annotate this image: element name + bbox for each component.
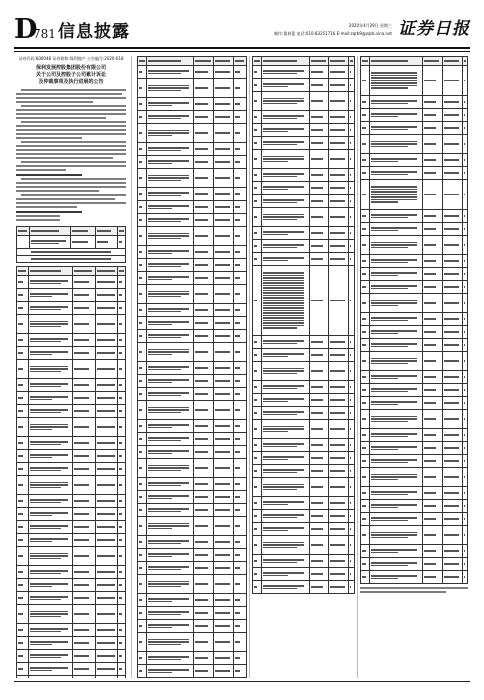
table-row	[138, 285, 247, 304]
section-title: 信息披露	[58, 22, 130, 42]
table-row	[361, 571, 468, 584]
table-row	[138, 246, 247, 259]
table-row	[17, 534, 126, 547]
table-row	[138, 633, 247, 652]
table-row	[253, 336, 355, 349]
body-text-line	[16, 215, 60, 217]
table-row	[138, 549, 247, 562]
table-row	[361, 236, 468, 255]
table-row	[253, 536, 355, 555]
body-text-line	[360, 591, 446, 593]
table-row	[17, 624, 126, 637]
masthead-rule	[14, 47, 470, 49]
table-row	[253, 79, 355, 92]
table-row	[253, 150, 355, 169]
table-row	[138, 420, 247, 433]
table-row	[138, 375, 247, 388]
table-row	[138, 652, 247, 665]
table-row	[17, 676, 126, 679]
table-row	[253, 478, 355, 497]
body-text-line	[16, 165, 126, 167]
column-divider	[131, 56, 132, 678]
body-text-line	[16, 206, 77, 208]
table-row	[138, 459, 247, 478]
column-1	[16, 56, 126, 678]
table-row	[138, 536, 247, 549]
page-bottom-rule	[14, 681, 470, 682]
table-header-row	[138, 57, 247, 66]
body-text-line	[21, 105, 126, 107]
table-row	[17, 566, 126, 579]
table-row	[17, 360, 126, 379]
table-row	[138, 304, 247, 317]
table-row	[138, 343, 247, 362]
table-row	[138, 594, 247, 607]
table-row	[361, 109, 468, 122]
table-row	[361, 326, 468, 339]
body-text-line	[16, 93, 122, 95]
table-row	[253, 581, 355, 594]
table-row	[361, 294, 468, 313]
table-row	[361, 487, 468, 500]
table-row	[138, 111, 247, 124]
table-row	[138, 478, 247, 491]
table-row	[17, 347, 126, 360]
table-row	[253, 555, 355, 568]
table-row	[17, 302, 126, 315]
table-row-long-description	[253, 266, 355, 336]
table-row	[138, 362, 247, 375]
body-text-line	[21, 194, 126, 196]
table-row	[17, 547, 126, 566]
editor-contact: 制作:董春蕾 电话:010-83251716 E-mail:zqrb9@zqrb.sina.net	[273, 31, 392, 36]
table-row	[361, 384, 468, 397]
body-text-line	[16, 186, 126, 188]
table-row	[361, 442, 468, 455]
page-letter: D	[14, 14, 37, 45]
body-text-line	[21, 89, 126, 91]
body-text-line	[16, 109, 126, 111]
table-row	[253, 92, 355, 111]
table-row	[361, 135, 468, 154]
body-text-line	[21, 141, 126, 143]
table-row	[361, 468, 468, 487]
body-text-line	[16, 97, 126, 99]
table-row	[138, 79, 247, 98]
column-4	[360, 56, 468, 678]
table-row	[253, 182, 355, 195]
table-row	[17, 289, 126, 302]
table-row	[253, 349, 355, 362]
table-row	[361, 167, 468, 180]
litigation-table-continued	[137, 56, 247, 678]
table-row	[361, 154, 468, 167]
table-row	[253, 362, 355, 381]
announcement-title-line: 关于公司及控股子公司累计诉讼	[35, 72, 106, 78]
table-row	[253, 208, 355, 227]
litigation-table	[16, 266, 126, 678]
table-row	[253, 111, 355, 124]
table-row	[361, 180, 468, 210]
table-row	[253, 227, 355, 240]
table-row	[253, 195, 355, 208]
body-text-line	[16, 157, 113, 159]
table-row	[17, 592, 126, 605]
table-row	[361, 558, 468, 571]
table-row	[17, 476, 126, 495]
table-row	[138, 259, 247, 272]
table-row	[138, 401, 247, 420]
company-name: 保利发展控股集团股份有限公司	[35, 65, 106, 71]
table-row	[361, 66, 468, 96]
masthead-rule-thin	[14, 51, 470, 52]
masthead	[14, 14, 470, 45]
table-row	[138, 214, 247, 227]
body-text-line	[16, 133, 126, 135]
table-row	[361, 96, 468, 109]
table-row	[17, 579, 126, 592]
table-header-row	[253, 57, 355, 66]
table-row	[17, 508, 126, 521]
table-row	[361, 513, 468, 526]
section-subheading	[16, 174, 82, 176]
issue-date: 2020年4月29日 星期三	[348, 23, 392, 28]
table-row	[17, 495, 126, 508]
body-text-line	[16, 169, 66, 171]
table-row	[17, 315, 126, 334]
table-row	[17, 236, 126, 249]
column-3	[252, 56, 355, 678]
table-row	[253, 420, 355, 439]
table-row	[253, 66, 355, 79]
table-row	[17, 256, 126, 263]
table-row	[361, 500, 468, 513]
body-text-line	[21, 161, 126, 163]
table-row	[17, 521, 126, 534]
table-row	[361, 223, 468, 236]
table-row	[138, 98, 247, 111]
table-row	[361, 455, 468, 468]
table-row	[253, 169, 355, 182]
table-row	[138, 188, 247, 201]
table-row	[138, 620, 247, 633]
table-row	[138, 317, 247, 330]
table-row	[17, 392, 126, 405]
body-text-line	[16, 153, 126, 155]
body-text-line	[16, 137, 82, 139]
column-divider	[249, 56, 250, 678]
table-row	[17, 276, 126, 289]
table-row	[253, 253, 355, 266]
announcement-title-line: 及仲裁事项及执行进展的公告	[38, 79, 104, 85]
table-row	[253, 240, 355, 253]
table-header-row	[17, 227, 126, 236]
case-table	[16, 226, 126, 263]
table-row	[253, 407, 355, 420]
table-row	[138, 665, 247, 678]
table-row	[253, 523, 355, 536]
table-row	[253, 381, 355, 394]
body-text-line	[16, 125, 126, 127]
table-row	[138, 156, 247, 169]
body-text-line	[16, 182, 126, 184]
table-row	[17, 605, 126, 624]
page-number: 781	[33, 27, 56, 41]
table-row	[253, 465, 355, 478]
body-text-line	[16, 198, 115, 200]
table-row	[138, 517, 247, 536]
body-text-line	[21, 121, 126, 123]
table-row	[17, 249, 126, 256]
table-row	[138, 272, 247, 285]
table-row	[138, 124, 247, 143]
table-row	[361, 410, 468, 429]
table-row	[138, 607, 247, 620]
table-row	[17, 663, 126, 676]
table-header-row	[17, 267, 126, 276]
body-text-line	[16, 129, 126, 131]
table-row	[253, 137, 355, 150]
body-text-line	[16, 190, 99, 192]
table-row	[253, 497, 355, 510]
table-row	[138, 388, 247, 401]
table-row	[17, 650, 126, 663]
table-row	[361, 526, 468, 545]
table-row	[253, 394, 355, 407]
table-row	[17, 418, 126, 437]
column-2	[137, 56, 247, 678]
table-row	[253, 568, 355, 581]
table-row	[138, 66, 247, 79]
table-row	[361, 545, 468, 558]
litigation-table-continued	[360, 56, 468, 584]
body-text-line	[21, 178, 126, 180]
table-row	[361, 313, 468, 326]
litigation-table-continued	[252, 56, 355, 594]
body-text-line	[16, 219, 60, 221]
body-text-line	[360, 587, 468, 589]
table-row	[361, 339, 468, 352]
table-row	[138, 562, 247, 575]
table-row	[138, 143, 247, 156]
table-row	[138, 433, 247, 446]
table-row	[361, 122, 468, 135]
body-text-line	[16, 101, 93, 103]
table-row	[17, 463, 126, 476]
table-row	[138, 575, 247, 594]
table-row	[361, 352, 468, 371]
table-row	[361, 281, 468, 294]
body-text-line	[16, 149, 126, 151]
body-text-line	[16, 117, 106, 119]
table-row	[138, 446, 247, 459]
table-row	[17, 334, 126, 347]
table-row	[361, 255, 468, 268]
table-row	[138, 491, 247, 504]
table-header-row	[361, 57, 468, 66]
table-row	[17, 637, 126, 650]
table-row	[361, 429, 468, 442]
table-row	[253, 124, 355, 137]
table-row	[253, 439, 355, 452]
table-row	[138, 330, 247, 343]
announcement-header: 证券代码:600048 证券简称:保利地产 公告编号:2020-018	[18, 56, 124, 61]
column-divider	[357, 56, 358, 678]
table-row	[138, 504, 247, 517]
table-row	[138, 201, 247, 214]
table-row	[253, 510, 355, 523]
table-row	[17, 379, 126, 392]
table-row	[17, 450, 126, 463]
newspaper-logo: 证券日报	[398, 19, 470, 39]
body-text-line	[16, 202, 126, 204]
table-row	[138, 227, 247, 246]
table-row	[361, 397, 468, 410]
table-row	[361, 268, 468, 281]
section-subheading	[16, 211, 82, 213]
body-text-line	[16, 145, 126, 147]
table-row	[361, 210, 468, 223]
body-text-line	[16, 113, 126, 115]
table-row	[17, 405, 126, 418]
table-row	[17, 437, 126, 450]
table-row	[253, 452, 355, 465]
table-row	[361, 371, 468, 384]
table-row	[138, 169, 247, 188]
